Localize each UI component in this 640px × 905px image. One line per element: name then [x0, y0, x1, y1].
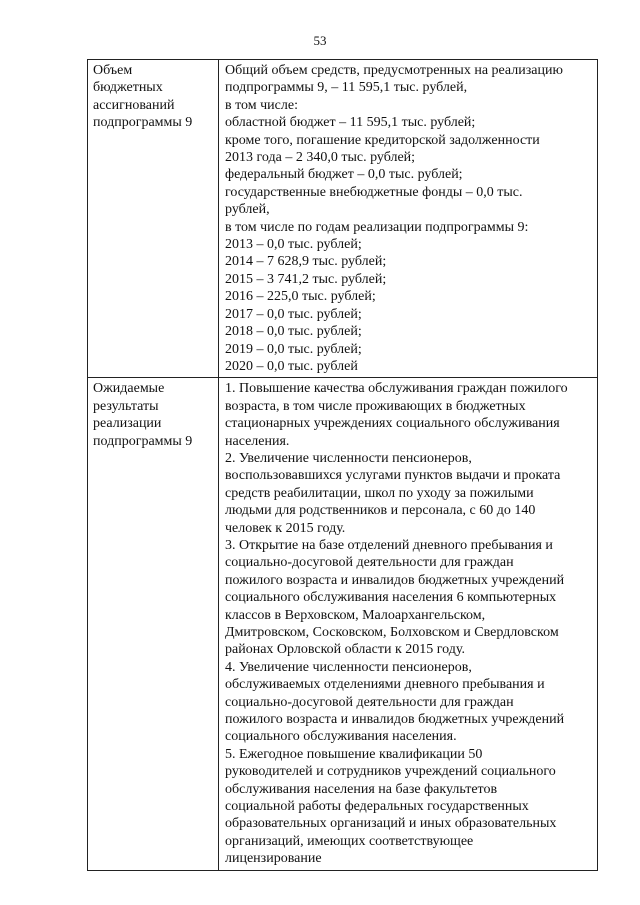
text-line: воспользовавшихся услугами пунктов выдачи и проката	[225, 468, 561, 484]
text-line: стационарных учреждениях социального обслуживания	[225, 416, 560, 432]
text-line: 2020 – 0,0 тыс. рублей	[225, 358, 358, 374]
text-line: Дмитровском, Сосковском, Болховском и Свердловском	[225, 625, 559, 640]
content-cell-budget	[219, 60, 598, 378]
text-line: 5. Ежегодное повышение квалификации 50	[225, 746, 483, 762]
text-line: 2014 – 7 628,9 тыс. рублей;	[225, 254, 387, 270]
label-cell-results	[88, 378, 219, 870]
text-line: подпрограммы 9, – 11 595,1 тыс. рублей,	[225, 80, 468, 96]
table-row-budget	[88, 60, 598, 378]
text-line: рублей,	[225, 202, 270, 218]
text-line: классов в Верховском, Малоархангельском,	[225, 607, 486, 623]
text-line: 3. Открытие на базе отделений дневного пребывания и	[225, 537, 553, 553]
text-line: государственные внебюджетные фонды – 0,0 тыс.	[225, 184, 523, 200]
text-line: людьми для родственников и персонала, с 60 до 140	[225, 503, 536, 519]
text-line: возраста, в том числе проживающих в бюджетных	[225, 398, 526, 414]
text-line: реализации	[93, 416, 162, 432]
text-line: районах Орловской области к 2015 году.	[225, 642, 465, 658]
label-cell-budget	[88, 60, 219, 378]
text-line: областной бюджет – 11 595,1 тыс. рублей;	[225, 115, 476, 131]
content-cell-results	[219, 378, 598, 870]
text-line: подпрограммы 9	[93, 115, 193, 131]
text-line: 2016 – 225,0 тыс. рублей;	[225, 289, 376, 305]
text-line: руководителей и сотрудников учреждений социального	[225, 764, 556, 780]
text-line: федеральный бюджет – 0,0 тыс. рублей;	[225, 167, 463, 183]
text-line: в том числе:	[225, 97, 298, 113]
text-line: Объем	[93, 63, 133, 78]
text-line: социально-досуговой деятельности для граждан	[225, 555, 514, 571]
text-line: населения.	[225, 433, 290, 449]
text-line: в том числе по годам реализации подпрограммы 9:	[225, 219, 529, 235]
text-line: 2017 – 0,0 тыс. рублей;	[225, 306, 362, 322]
text-line: 2015 – 3 741,2 тыс. рублей;	[225, 271, 387, 287]
text-line: средств реабилитации, школ по уходу за пожилыми	[225, 485, 534, 501]
text-line: 2013 года – 2 340,0 тыс. рублей;	[225, 150, 416, 166]
text-line: социального обслуживания населения.	[225, 729, 457, 745]
text-line: 2. Увеличение численности пенсионеров,	[225, 450, 472, 466]
table-row-results	[88, 378, 598, 870]
text-line: результаты	[93, 398, 159, 414]
text-line: 2018 – 0,0 тыс. рублей;	[225, 324, 362, 340]
text-line: пожилого возраста и инвалидов бюджетных учреждений	[225, 572, 565, 588]
text-line: обслуживаемых отделениями дневного пребывания и	[225, 677, 545, 693]
text-line: 1. Повышение качества обслуживания граждан пожилого	[225, 381, 568, 397]
text-line: 2013 – 0,0 тыс. рублей;	[225, 237, 362, 253]
text-line: пожилого возраста и инвалидов бюджетных учреждений	[225, 712, 565, 728]
text-line: Ожидаемые	[93, 381, 165, 397]
text-line: социального обслуживания населения 6 компьютерных	[225, 590, 557, 606]
text-line: организаций, имеющих соответствующее	[225, 833, 474, 849]
text-line: кроме того, погашение кредиторской задолженности	[225, 132, 540, 148]
text-line: ассигнований	[93, 97, 175, 113]
text-line: Общий объем средств, предусмотренных на реализацию	[225, 63, 563, 78]
text-line: социальной работы федеральных государственных	[225, 799, 529, 815]
text-line: лицензирование	[225, 851, 322, 867]
page-number: 53	[313, 33, 327, 48]
subprogram-passport-table	[87, 59, 598, 871]
text-line: социально-досуговой деятельности для граждан	[225, 694, 514, 710]
text-line: обслуживания населения на базе факультетов	[225, 781, 498, 797]
text-line: бюджетных	[93, 80, 163, 96]
text-line: 2019 – 0,0 тыс. рублей;	[225, 341, 362, 357]
text-line: подпрограммы 9	[93, 433, 193, 449]
text-line: 4. Увеличение численности пенсионеров,	[225, 659, 472, 675]
text-line: человек к 2015 году.	[225, 520, 346, 536]
text-line: образовательных организаций и иных образовательных	[225, 816, 557, 832]
